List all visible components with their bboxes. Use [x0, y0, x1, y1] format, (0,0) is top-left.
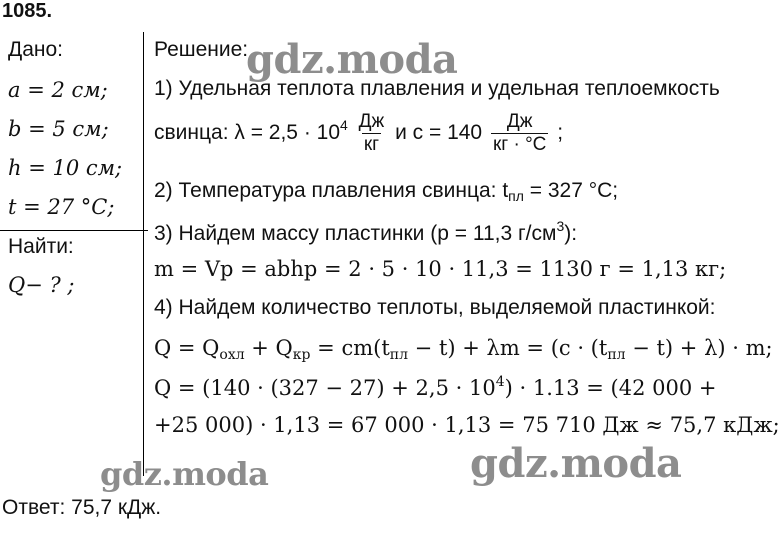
step3-end: ):: [564, 222, 578, 245]
heat-equation-1: [154, 336, 773, 363]
given-line-h: h = 10 см;: [8, 156, 123, 180]
step3-text: 3) Найдем массу пластинки (p = 11,3 г/см: [154, 222, 557, 245]
find-value: Q− ? ;: [8, 273, 75, 297]
eq1-subscript: кр: [292, 347, 311, 363]
step1-line2: [154, 112, 563, 155]
column-divider: [143, 32, 144, 476]
given-line-t: t = 27 °C;: [8, 195, 115, 219]
fraction-j-per-kg-c: [491, 112, 548, 155]
fraction-numerator: Дж: [506, 111, 533, 132]
given-title: Дано:: [8, 38, 64, 61]
step2-value: = 327 °C;: [523, 179, 619, 202]
solution-title: Решение:: [154, 38, 249, 61]
given-line-a: a = 2 см;: [8, 78, 108, 102]
step1-lambda: свинца: λ = 2,5 · 10: [154, 120, 341, 144]
step1-lambda-exponent: 4: [340, 116, 348, 133]
step2-text: 2) Температура плавления свинца: t: [154, 179, 509, 202]
eq1-part: + Q: [244, 336, 293, 360]
step1-c: и c = 140: [395, 120, 488, 144]
watermark-logo: gdz.moda: [470, 440, 682, 487]
step2-line: [154, 179, 618, 204]
fraction-j-per-kg: [357, 112, 387, 155]
fraction-denominator: кг: [363, 133, 380, 155]
heat-equation-2: [154, 374, 717, 400]
find-title: Найти:: [8, 235, 74, 258]
eq1-subscript: пл: [607, 347, 626, 363]
watermark-logo: gdz.moda: [246, 36, 458, 83]
given-find-divider: [0, 230, 148, 231]
step1-line1: 1) Удельная теплота плавления и удельная теплоемкость: [154, 77, 720, 100]
fraction-numerator: Дж: [358, 111, 385, 132]
given-line-b: b = 5 см;: [8, 117, 109, 141]
step3-calculation: m = Vp = abhp = 2 · 5 · 10 · 11,3 = 1130 г = 1,13 кг;: [154, 257, 727, 281]
step3-exponent: 3: [556, 218, 565, 234]
answer-line: Ответ: 75,7 кДж.: [2, 496, 162, 519]
step1-end: ;: [551, 120, 564, 144]
eq2-exponent: 4: [495, 374, 505, 390]
heat-equation-3: +25 000) · 1,13 = 67 000 · 1,13 = 75 710 Дж ≈ 75,7 кДж;: [154, 413, 780, 437]
fraction-denominator: кг · °C: [492, 133, 547, 155]
eq2-part: ) · 1.13 = (42 000 +: [504, 376, 717, 400]
eq1-part: = cm(t: [310, 336, 390, 360]
step3-line: [154, 218, 577, 246]
watermark-logo: gdz.moda: [100, 455, 269, 493]
eq1-part: − t) + λm = (c · (t: [408, 336, 608, 360]
step4-line: 4) Найдем количество теплоты, выделяемой пластинкой:: [154, 296, 716, 319]
eq1-part: Q = Q: [154, 336, 220, 360]
eq1-subscript: охл: [219, 347, 245, 363]
problem-number: 1085.: [2, 0, 53, 22]
eq1-part: − t) + λ) · m;: [625, 336, 773, 360]
eq1-subscript: пл: [389, 347, 408, 363]
step2-subscript: пл: [508, 188, 524, 204]
eq2-part: Q = (140 · (327 − 27) + 2,5 · 10: [154, 376, 496, 400]
